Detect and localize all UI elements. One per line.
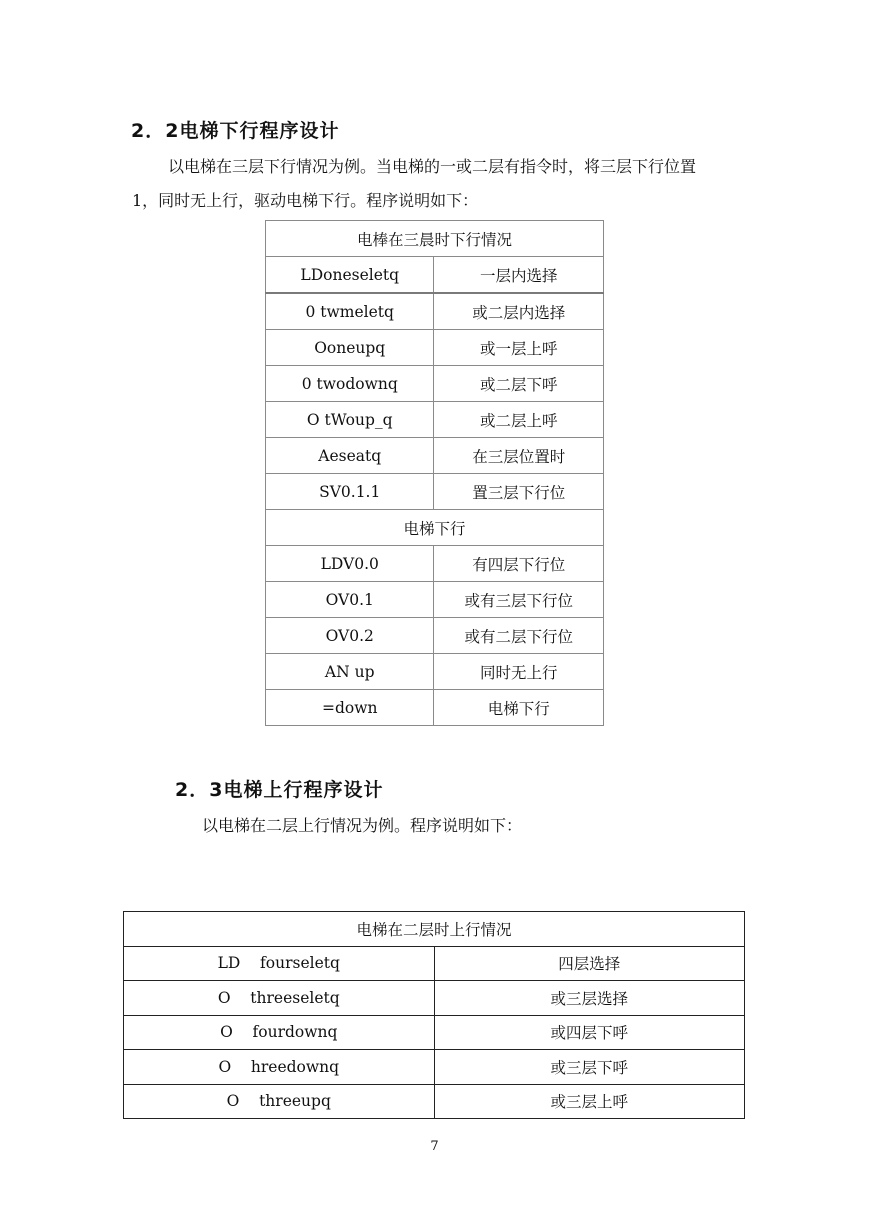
table-row — [266, 582, 604, 618]
description-cell: 或一层上呼 — [434, 330, 604, 366]
table-row — [124, 946, 745, 981]
table-row — [124, 1015, 745, 1050]
instruction-cell: LDV0.0 — [266, 546, 434, 582]
instruction-cell: LD fourseletq — [124, 946, 435, 981]
table-header: 电棒在三晨时下行情况 — [266, 221, 604, 257]
description-cell: 置三层下行位 — [434, 474, 604, 510]
table-row — [266, 257, 604, 294]
instruction-cell: O tWoup_q — [266, 402, 434, 438]
description-cell: 四层选择 — [434, 946, 744, 981]
description-cell: 或二层下呼 — [434, 366, 604, 402]
description-cell: 或四层下呼 — [434, 1015, 744, 1050]
table-row — [266, 654, 604, 690]
table-row — [266, 402, 604, 438]
description-cell: 电梯下行 — [434, 690, 604, 726]
table-row — [266, 690, 604, 726]
table-row — [266, 474, 604, 510]
table-subheader: 电梯下行 — [266, 510, 604, 546]
table-row — [266, 618, 604, 654]
table-row — [266, 438, 604, 474]
page-number: 7 — [430, 1139, 439, 1154]
instruction-cell: OV0.2 — [266, 618, 434, 654]
section-2-2-paragraph-line1: 以电梯在三层下行情况为例。当电梯的一或二层有指令时，将三层下行位置 — [168, 157, 697, 176]
instruction-cell: AN up — [266, 654, 434, 690]
description-cell: 或有二层下行位 — [434, 618, 604, 654]
instruction-cell: SV0.1.1 — [266, 474, 434, 510]
description-cell: 或二层上呼 — [434, 402, 604, 438]
instruction-cell: O hreedownq — [124, 1050, 435, 1085]
instruction-cell: O fourdownq — [124, 1015, 435, 1050]
instruction-cell: 0 twmeletq — [266, 293, 434, 330]
description-cell: 或二层内选择 — [434, 293, 604, 330]
section-2-2-paragraph-line2: 1，同时无上行，驱动电梯下行。程序说明如下： — [132, 191, 479, 210]
instruction-cell: LDoneseletq — [266, 257, 434, 294]
table-header: 电梯在二层时上行情况 — [124, 912, 745, 947]
description-cell: 或三层选择 — [434, 981, 744, 1016]
table-row — [124, 981, 745, 1016]
table-row — [266, 546, 604, 582]
table-row — [266, 366, 604, 402]
instruction-cell: O threeupq — [124, 1084, 435, 1119]
instruction-cell: 0 twodownq — [266, 366, 434, 402]
instruction-cell: Ooneupq — [266, 330, 434, 366]
table-row — [266, 330, 604, 366]
table-row — [124, 1084, 745, 1119]
section-2-2-heading: 2．2电梯下行程序设计 — [131, 120, 340, 142]
table-row — [124, 1050, 745, 1085]
description-cell: 同时无上行 — [434, 654, 604, 690]
upward-logic-table — [123, 911, 745, 1119]
section-2-3-heading: 2．3电梯上行程序设计 — [175, 779, 384, 801]
description-cell: 在三层位置时 — [434, 438, 604, 474]
downward-logic-table — [265, 220, 604, 726]
section-2-3-paragraph: 以电梯在二层上行情况为例。程序说明如下： — [202, 816, 523, 835]
description-cell: 一层内选择 — [434, 257, 604, 294]
description-cell: 或三层下呼 — [434, 1050, 744, 1085]
instruction-cell: O threeseletq — [124, 981, 435, 1016]
table-row — [266, 293, 604, 330]
description-cell: 或有三层下行位 — [434, 582, 604, 618]
instruction-cell: OV0.1 — [266, 582, 434, 618]
instruction-cell: =down — [266, 690, 434, 726]
description-cell: 或三层上呼 — [434, 1084, 744, 1119]
instruction-cell: Aeseatq — [266, 438, 434, 474]
description-cell: 有四层下行位 — [434, 546, 604, 582]
